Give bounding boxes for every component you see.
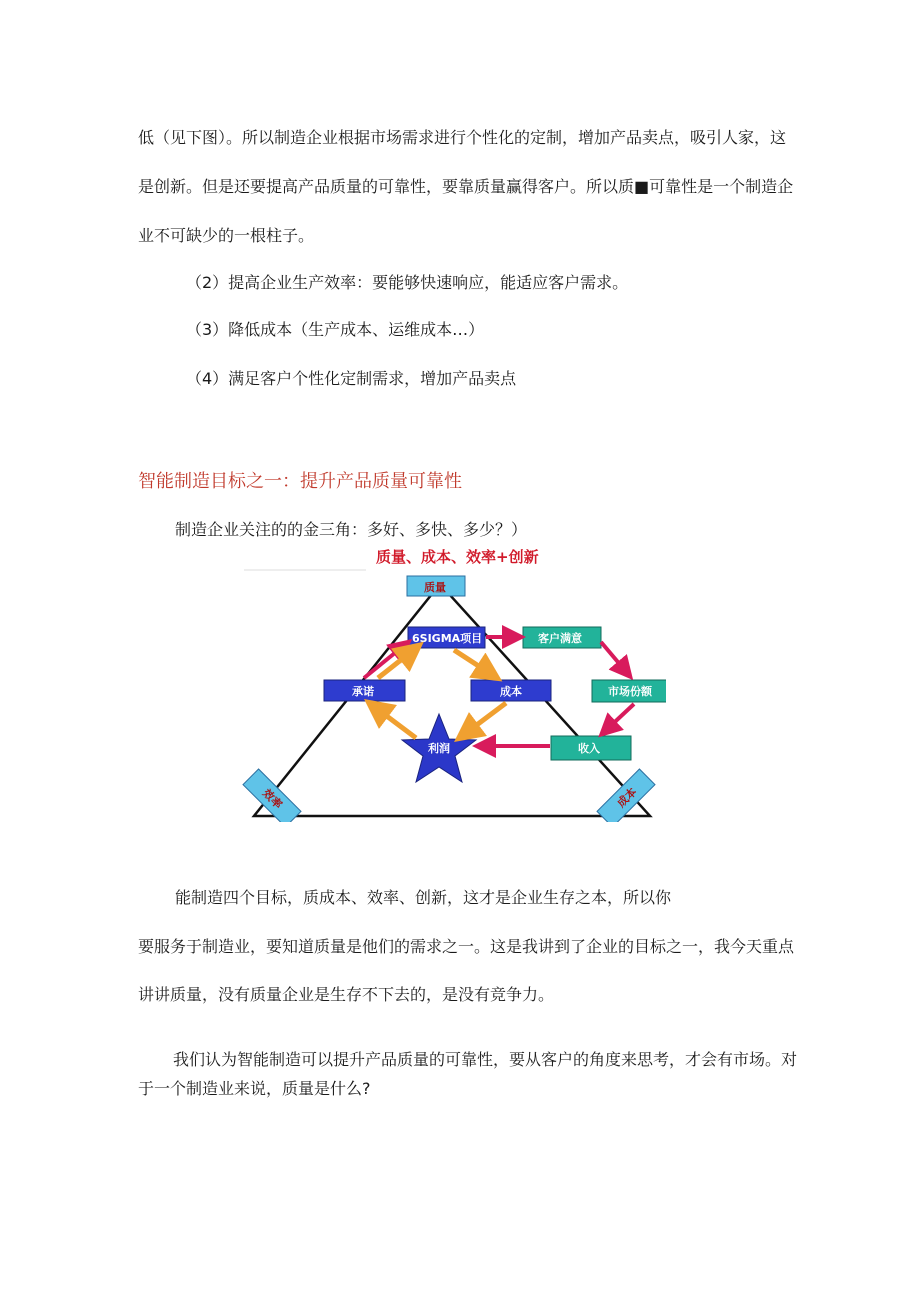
- section-heading: 智能制造目标之一：提升产品质量可靠性: [138, 471, 462, 492]
- quality-box-label: 质量: [424, 581, 446, 594]
- cost-corner-label: 成本: [614, 785, 640, 811]
- arrow-profit-to-promise: [372, 705, 416, 738]
- paragraph2-line-3: 讲讲质量，没有质量企业是生存不下去的，是没有竞争力。: [138, 985, 555, 1004]
- arrow-market-to-income: [604, 704, 634, 732]
- list-item-customization: （4）满足客户个性化定制需求，增加产品卖点: [186, 369, 517, 388]
- paragraph1-line-1: 低（见下图）。所以制造企业根据市场需求进行个性化的定制，增加产品卖点，吸引人家，这: [138, 128, 787, 147]
- arrow-sigma-to-cost: [454, 650, 494, 676]
- customer-satisfaction-label: 客户满意: [538, 632, 582, 645]
- diagram-caption: 制造企业关注的的金三角：多好、多快、多少？）: [175, 520, 528, 539]
- triangle-outline: [254, 584, 650, 816]
- golden-triangle-diagram: [236, 542, 666, 822]
- income-box-label: 收入: [578, 742, 600, 755]
- paragraph2-line-2: 要服务于制造业，要知道质量是他们的需求之一。这是我讲到了企业的目标之一，我今天重点: [138, 937, 795, 956]
- diagram-title: 质量、成本、效率+创新: [376, 548, 539, 566]
- promise-box-label: 承诺: [352, 685, 374, 698]
- cost-corner: [597, 769, 655, 822]
- cost-box-label: 成本: [500, 685, 522, 698]
- list-item-efficiency: （2）提高企业生产效率：要能够快速响应，能适应客户需求。: [186, 273, 629, 292]
- arrow-cost-to-profit: [462, 703, 506, 736]
- list-item-cost: （3）降低成本（生产成本、运维成本…）: [186, 320, 485, 339]
- paragraph1-line-3: 业不可缺少的一根柱子。: [138, 226, 315, 245]
- profit-star-label: 利润: [428, 742, 450, 755]
- paragraph1-line-2: 是创新。但是还要提高产品质量的可靠性，要靠质量赢得客户。所以质■可靠性是一个制造企: [138, 177, 794, 196]
- paragraph3-line-1: 我们认为智能制造可以提升产品质量的可靠性，要从客户的角度来思考，才会有市场。对: [173, 1050, 798, 1069]
- paragraph2-line-1: 能制造四个目标，质成本、效率、创新，这才是企业生存之本，所以你: [175, 888, 672, 907]
- arrow-customer-to-market: [601, 642, 628, 674]
- efficiency-corner-label: 效率: [259, 786, 285, 812]
- sigma-box-label: 6SIGMA项目: [412, 632, 483, 645]
- efficiency-corner: [243, 769, 301, 822]
- paragraph3-line-2: 于一个制造业来说，质量是什么?: [138, 1079, 371, 1098]
- market-share-label: 市场份额: [608, 685, 652, 698]
